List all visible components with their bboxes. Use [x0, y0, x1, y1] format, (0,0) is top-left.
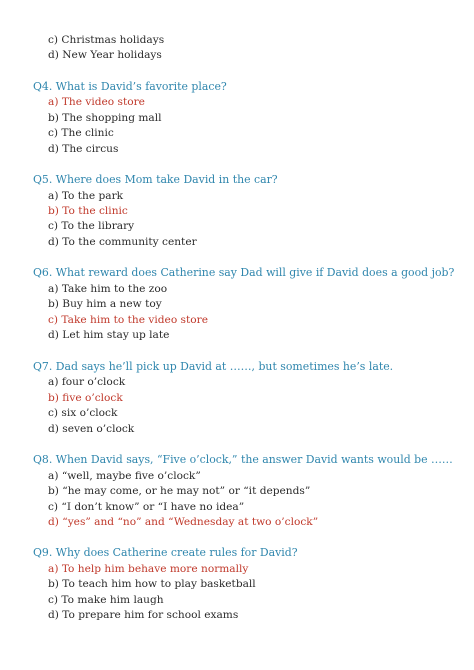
option-d: d) New Year holidays	[48, 49, 162, 61]
question-6-prompt: Q6. What reward does Catherine say Dad will give if David does a good job?	[33, 266, 455, 279]
q4-option-d: d) The circus	[48, 143, 119, 155]
q6-option-a: a) Take him to the zoo	[48, 283, 168, 295]
q5-option-a: a) To the park	[48, 190, 124, 202]
question-8-prompt: Q8. When David says, “Five o’clock,” the answer David wants would be ……	[33, 453, 453, 466]
q4-option-b: b) The shopping mall	[48, 112, 162, 124]
option-c: c) Christmas holidays	[48, 34, 165, 46]
question-7-prompt: Q7. Dad says he’ll pick up David at ……, but sometimes he’s late.	[33, 360, 394, 373]
q7-option-a: a) four o’clock	[48, 376, 126, 388]
q6-option-c-correct: c) Take him to the video store	[48, 314, 208, 326]
q4-option-c: c) The clinic	[48, 127, 114, 139]
q8-option-a: a) “well, maybe five o’clock”	[48, 470, 201, 482]
q9-option-a-correct: a) To help him behave more normally	[48, 563, 249, 575]
q5-option-c: c) To the library	[48, 220, 135, 232]
question-9-prompt: Q9. Why does Catherine create rules for David?	[33, 546, 298, 559]
q4-option-a-correct: a) The video store	[48, 96, 145, 108]
q8-option-b: b) “he may come, or he may not” or “it depends”	[48, 485, 311, 497]
q9-option-d: d) To prepare him for school exams	[48, 609, 239, 621]
question-5-prompt: Q5. Where does Mom take David in the car?	[33, 173, 278, 186]
q7-option-d: d) seven o’clock	[48, 423, 135, 435]
q9-option-b: b) To teach him how to play basketball	[48, 578, 256, 590]
q6-option-b: b) Buy him a new toy	[48, 298, 162, 310]
q7-option-c: c) six o’clock	[48, 407, 118, 419]
q5-option-b-correct: b) To the clinic	[48, 205, 128, 217]
q6-option-d: d) Let him stay up late	[48, 329, 170, 341]
q5-option-d: d) To the community center	[48, 236, 197, 248]
q8-option-c: c) “I don’t know” or “I have no idea”	[48, 501, 245, 513]
q7-option-b-correct: b) five o’clock	[48, 392, 123, 404]
question-4-prompt: Q4. What is David’s favorite place?	[33, 80, 227, 93]
q8-option-d-correct: d) “yes” and “no” and “Wednesday at two o’clock”	[48, 516, 319, 528]
q9-option-c: c) To make him laugh	[48, 594, 164, 606]
